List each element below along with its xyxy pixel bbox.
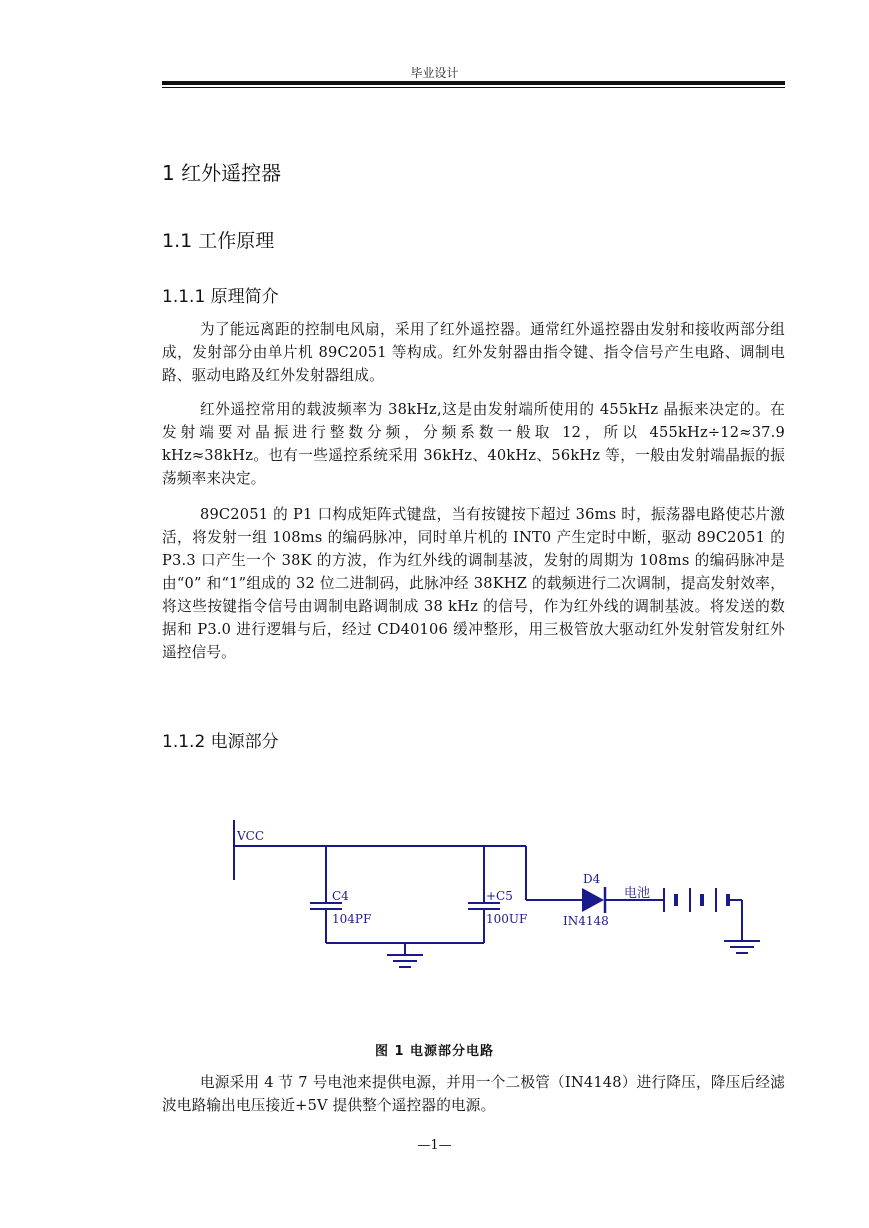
diode-d4 — [582, 887, 605, 913]
battery-label: 电池 — [624, 886, 651, 901]
c5-name-label: +C5 — [486, 889, 513, 903]
vcc-label: VCC — [237, 829, 265, 843]
diode-part-label: IN4148 — [563, 914, 609, 928]
ground-symbol-left — [387, 955, 423, 967]
section-title: 1.1 工作原理 — [162, 230, 275, 252]
c5-value-label: 100UF — [486, 912, 528, 926]
c4-value-label: 104PF — [332, 912, 372, 926]
c4-name-label: C4 — [332, 889, 349, 903]
paragraph-power: 电源采用 4 节 7 号电池来提供电源，并用一个二极管（IN4148）进行降压，降压后经滤波电路输出电压接近+5V 提供整个遥控器的电源。 — [162, 1074, 785, 1114]
power-circuit-diagram — [0, 790, 869, 990]
paragraph-intro: 为了能远离距的控制电风扇，采用了红外遥控器。通常红外遥控器由发射和接收两部分组成，发射部分由单片机 89C2051 等构成。红外发射器由指令键、指令信号产生电路、调制电路、驱动电路及红外发射器组成。 — [162, 321, 785, 384]
page-number: —1— — [417, 1138, 452, 1153]
figure-caption: 图 1 电源部分电路 — [374, 1044, 495, 1059]
subsection-title-power: 1.1.2 电源部分 — [162, 732, 279, 752]
battery-cells — [664, 888, 742, 912]
chapter-title: 1 红外遥控器 — [162, 161, 282, 185]
diode-name-label: D4 — [583, 872, 601, 886]
header-rule-thin — [162, 87, 785, 88]
paragraph-encoding: 89C2051 的 P1 口构成矩阵式键盘，当有按键按下超过 36ms 时，振荡器电路使芯片激活，将发射一组 108ms 的编码脉冲，同时单片机的 INT0 产生定时中断，驱动 89C2051 的 P3.3 口产生一个 38K 的方波，作为红外线的调制基波，发射的周期为 108ms 的编码脉冲是由“0” 和“1”组成的 32 位二进制码，此脉冲经 38KHZ 的载频进行二次调制，提高发射效率，将这些按键指令信号由调制电路调制成 38 kHz 的信号，作为红外线的调制基波。将发送的数据和 P3.0 进行逻辑与后，经过 CD40106 缓冲整形，用三极管放大驱动红外发射管发射红外遥控信号。 — [162, 506, 785, 661]
ground-symbol-right — [724, 900, 760, 953]
subsection-title-intro: 1.1.1 原理简介 — [162, 287, 279, 307]
page-header: 毕业设计 — [410, 66, 459, 80]
header-rule-thick — [162, 81, 785, 85]
paragraph-carrier: 红外遥控常用的载波频率为 38kHz,这是由发射端所使用的 455kHz 晶振来决定的。在发射端要对晶振进行整数分频，分频系数一般取 12，所以 455kHz÷12≈37.9 kHz≈38kHz。也有一些遥控系统采用 36kHz、40kHz、56kHz 等，一般由发射端晶振的振荡频率来决定。 — [162, 401, 785, 487]
